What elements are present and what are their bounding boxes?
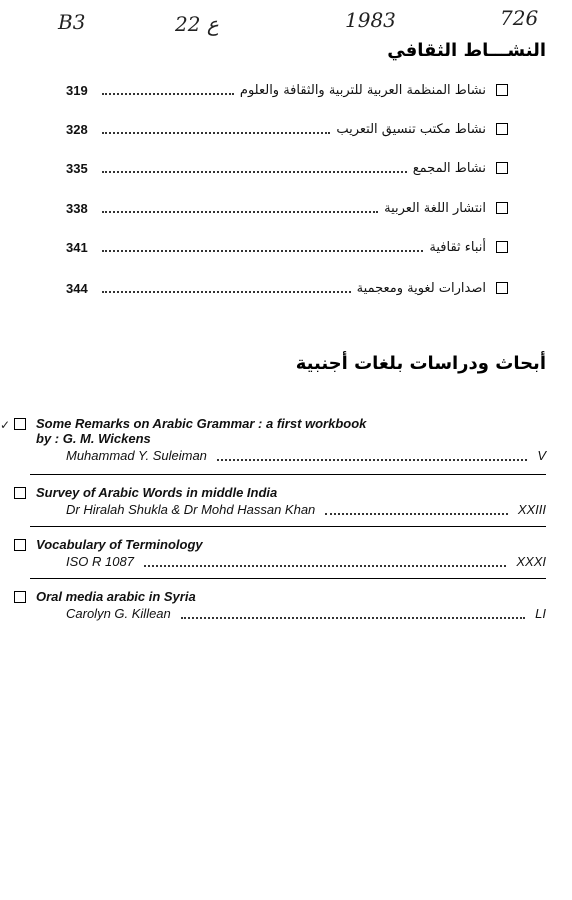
toc-entry-byline: by : G. M. Wickens	[36, 431, 151, 446]
handwritten-note: 22 ع	[175, 12, 219, 36]
toc-entry-title: انتشار اللغة العربية	[384, 200, 486, 216]
toc-entry[interactable]	[14, 416, 546, 463]
handwritten-note: B3	[58, 10, 86, 34]
checkbox-icon	[496, 202, 508, 214]
divider	[30, 526, 546, 527]
leader-dots	[181, 617, 525, 619]
toc-entry-page: 341	[66, 239, 88, 255]
checkbox-icon	[496, 282, 508, 294]
toc-entry-title: Some Remarks on Arabic Grammar : a first workbook	[36, 416, 367, 431]
leader-dots	[144, 565, 506, 567]
toc-entry-author: Muhammad Y. Suleiman	[66, 448, 207, 463]
toc-entry-page: 335	[66, 160, 88, 176]
toc-entry-title: نشاط مكتب تنسيق التعريب	[336, 121, 486, 137]
toc-entry-page: LI	[535, 606, 546, 621]
toc-entry[interactable]	[66, 158, 508, 178]
toc-entry[interactable]	[14, 537, 546, 569]
toc-entry[interactable]	[14, 485, 546, 517]
handwritten-note: 1983	[345, 8, 396, 32]
toc-entry[interactable]	[66, 278, 508, 298]
toc-entry-title: اصدارات لغوية ومعجمية	[356, 280, 486, 296]
checkbox-icon	[14, 487, 26, 499]
leader-dots	[102, 132, 330, 134]
section-title: النشـــاط الثقافي	[387, 40, 546, 61]
toc-entry-title: Oral media arabic in Syria	[36, 589, 196, 604]
checkbox-icon	[496, 162, 508, 174]
leader-dots	[217, 459, 527, 461]
section-title: أبحاث ودراسات بلغات أجنبية	[295, 353, 546, 374]
toc-entry-title: Survey of Arabic Words in middle India	[36, 485, 278, 500]
toc-entry-page: 319	[66, 82, 88, 98]
checkbox-icon	[14, 539, 26, 551]
toc-entry[interactable]	[66, 80, 508, 100]
divider	[30, 474, 546, 475]
toc-entry-title: نشاط المجمع	[412, 160, 486, 176]
leader-dots	[102, 93, 234, 95]
divider	[30, 578, 546, 579]
leader-dots	[325, 513, 508, 515]
toc-entry[interactable]	[66, 119, 508, 139]
toc-entry-title: Vocabulary of Terminology	[36, 537, 203, 552]
toc-entry-author: Dr Hiralah Shukla & Dr Mohd Hassan Khan	[66, 502, 316, 517]
toc-entry[interactable]	[14, 589, 546, 621]
handwritten-note: 726	[500, 6, 539, 30]
toc-entry-page: 344	[66, 280, 88, 296]
toc-entry-title: نشاط المنظمة العربية للتربية والثقافة والعلوم	[239, 82, 486, 98]
toc-entry-page: XXIII	[517, 502, 546, 517]
toc-entry-author: ISO R 1087	[66, 554, 134, 569]
checkbox-icon	[496, 84, 508, 96]
checkbox-icon	[14, 591, 26, 603]
toc-entry-title: أنباء ثقافية	[429, 239, 486, 255]
checkbox-icon	[496, 123, 508, 135]
toc-entry[interactable]	[66, 237, 508, 257]
toc-entry-page: 328	[66, 121, 88, 137]
pen-mark-icon: ✓	[0, 418, 11, 432]
toc-entry-page: XXXI	[516, 554, 546, 569]
leader-dots	[102, 291, 351, 293]
checkbox-icon	[14, 418, 26, 430]
leader-dots	[102, 250, 423, 252]
toc-entry-author: Carolyn G. Killean	[66, 606, 171, 621]
leader-dots	[102, 211, 378, 213]
checkbox-icon	[496, 241, 508, 253]
leader-dots	[102, 171, 407, 173]
toc-entry-page: 338	[66, 200, 88, 216]
toc-entry-page: V	[537, 448, 546, 463]
toc-entry[interactable]	[66, 198, 508, 218]
